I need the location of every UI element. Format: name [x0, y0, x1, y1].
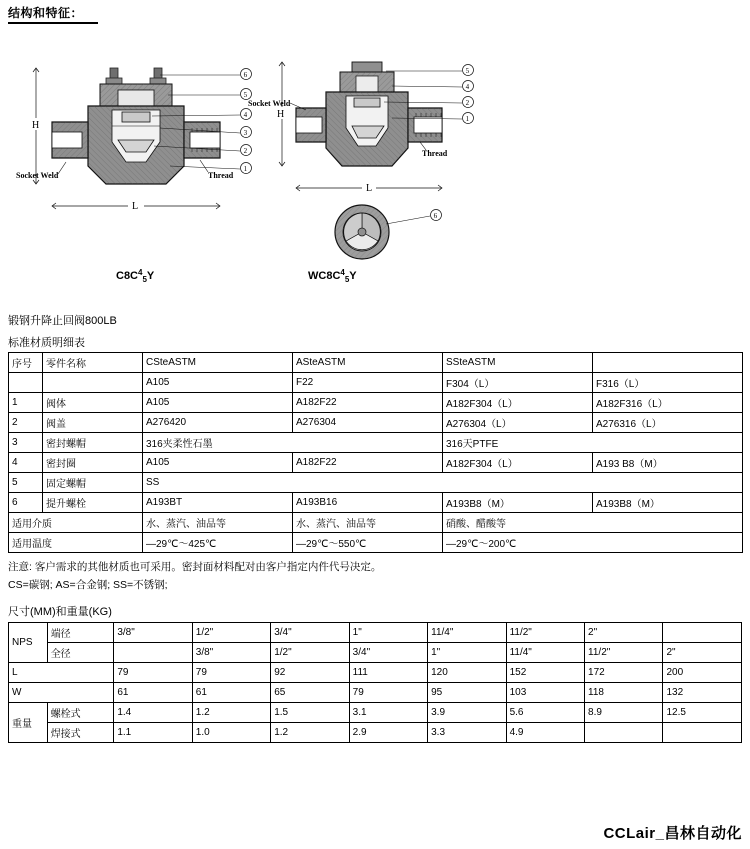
caption-left-sub: 5 — [142, 275, 147, 284]
cell: 1 — [9, 393, 43, 413]
cell-end-label: 端径 — [47, 622, 114, 642]
cell: 61 — [114, 682, 192, 702]
svg-text:5: 5 — [243, 90, 248, 99]
cell: 适用温度 — [9, 533, 143, 553]
cell: 95 — [428, 682, 506, 702]
cell: 111 — [349, 662, 427, 682]
table-row-weight-bolt — [9, 702, 742, 722]
valve-diagrams — [8, 26, 742, 276]
svg-text:1: 1 — [465, 114, 470, 123]
svg-text:Thread: Thread — [208, 171, 234, 180]
svg-text:Socket Weld: Socket Weld — [16, 171, 59, 180]
svg-text:1: 1 — [243, 164, 248, 173]
table-row-temperature — [9, 533, 743, 553]
caption-left-suffix: Y — [146, 270, 155, 282]
cell: 密封螺帽 — [43, 433, 143, 453]
cell: 1/2" — [192, 622, 270, 642]
cell: 5.6 — [506, 702, 584, 722]
table-row — [9, 493, 743, 513]
cell: 2 — [9, 413, 43, 433]
cell-weld-label: 焊接式 — [47, 722, 114, 742]
document-page — [0, 4, 750, 849]
svg-text:4: 4 — [465, 82, 470, 91]
svg-text:H: H — [277, 109, 285, 120]
cell: 提升螺栓 — [43, 493, 143, 513]
table-row — [9, 393, 743, 413]
cell: 1.2 — [271, 722, 349, 742]
cell: A182F316（L） — [593, 393, 743, 413]
cell-ss: SSteASTM — [443, 353, 593, 373]
cell: A105 — [143, 393, 293, 413]
table-row-nps-end — [9, 622, 742, 642]
svg-text:Socket Weld: Socket Weld — [248, 99, 291, 108]
cell-sub-1 — [43, 373, 143, 393]
cell-weight-label: 重量 — [9, 702, 48, 742]
figure-area — [8, 26, 742, 306]
cell: 1.4 — [114, 702, 192, 722]
caption-left-prefix: C8C — [116, 270, 139, 282]
cell: A193B8（M） — [443, 493, 593, 513]
cell: 5 — [9, 473, 43, 493]
caption-left-sup: 4 — [138, 268, 143, 277]
cell: 1/2" — [271, 642, 349, 662]
cell: 1" — [428, 642, 506, 662]
cell: 2" — [663, 642, 742, 662]
dimensions-title: 尺寸(MM)和重量(KG) — [8, 605, 112, 618]
notes-block — [8, 559, 742, 595]
table-row — [9, 433, 743, 453]
cell: 11/4" — [506, 642, 584, 662]
cell: 3/8" — [114, 622, 192, 642]
table-row-w — [9, 682, 742, 702]
cell-sub-5: F316（L） — [593, 373, 743, 393]
caption-right-prefix: WC8C — [308, 270, 341, 282]
cell: 8.9 — [585, 702, 663, 722]
cell — [585, 722, 663, 742]
cell: 6 — [9, 493, 43, 513]
cell-sub-4: F304（L） — [443, 373, 593, 393]
table-row-weight-weld — [9, 722, 742, 742]
cell-sub-0 — [9, 373, 43, 393]
figure-caption-right — [308, 268, 357, 284]
cell: 1.0 — [192, 722, 270, 742]
table-row-header — [9, 353, 743, 373]
cell: 79 — [192, 662, 270, 682]
table-row-nps-full — [9, 642, 742, 662]
cell-序号: 序号 — [9, 353, 43, 373]
cell: 61 — [192, 682, 270, 702]
cell: 132 — [663, 682, 742, 702]
cell: A193 B8（M） — [593, 453, 743, 473]
cell: 120 — [428, 662, 506, 682]
cell: 3/4" — [349, 642, 427, 662]
cell: 3 — [9, 433, 43, 453]
cell: —29℃～425℃ — [143, 533, 293, 553]
table-row-media — [9, 513, 743, 533]
cell: —29℃～550℃ — [293, 533, 443, 553]
cell: 316夹柔性石墨 — [143, 433, 443, 453]
cell-bolt-label: 螺栓式 — [47, 702, 114, 722]
cell: 3.1 — [349, 702, 427, 722]
cell: 适用介质 — [9, 513, 143, 533]
cell: 1.2 — [192, 702, 270, 722]
cell: 1" — [349, 622, 427, 642]
cell: 3.3 — [428, 722, 506, 742]
cell: 79 — [349, 682, 427, 702]
cell: 水、蒸汽、油品等 — [143, 513, 293, 533]
cell: A182F22 — [293, 453, 443, 473]
cell: A276304（L） — [443, 413, 593, 433]
caption-right-sub: 5 — [344, 275, 350, 284]
cell-cs: CSteASTM — [143, 353, 293, 373]
svg-text:2: 2 — [243, 146, 248, 155]
svg-text:5: 5 — [465, 66, 470, 75]
cell-full-label: 全径 — [47, 642, 114, 662]
cell: A276316（L） — [593, 413, 743, 433]
cell: 172 — [585, 662, 663, 682]
dimensions-table — [8, 622, 742, 743]
material-table-title: 标准材质明细表 — [8, 337, 85, 349]
cell: A105 — [143, 453, 293, 473]
page-title: 结构和特征： — [8, 6, 84, 20]
cell: 固定螺帽 — [43, 473, 143, 493]
cell: 阀盖 — [43, 413, 143, 433]
table-row — [9, 473, 743, 493]
cell: 2.9 — [349, 722, 427, 742]
cell: 硝酸、醋酸等 — [443, 513, 743, 533]
cell: 3/4" — [271, 622, 349, 642]
cell-as: ASteASTM — [293, 353, 443, 373]
figure-caption-left — [116, 268, 154, 284]
table-row-l — [9, 662, 742, 682]
cell-sub-2: A105 — [143, 373, 293, 393]
svg-text:Thread: Thread — [422, 149, 448, 158]
cell: 11/4" — [428, 622, 506, 642]
cell: 4 — [9, 453, 43, 473]
table-row — [9, 453, 743, 473]
cell: 4.9 — [506, 722, 584, 742]
svg-text:L: L — [366, 183, 373, 194]
svg-text:4: 4 — [243, 110, 248, 119]
cell — [663, 622, 742, 642]
cell: SS — [143, 473, 743, 493]
svg-text:H: H — [32, 120, 40, 131]
cell: A193B16 — [293, 493, 443, 513]
cell: A182F304（L） — [443, 393, 593, 413]
svg-text:6: 6 — [433, 211, 438, 220]
cell-l-label: L — [9, 662, 114, 682]
cell: 2" — [585, 622, 663, 642]
svg-text:6: 6 — [243, 70, 248, 79]
cell: 65 — [271, 682, 349, 702]
cell: A182F22 — [293, 393, 443, 413]
cell: 11/2" — [506, 622, 584, 642]
cell: 79 — [114, 662, 192, 682]
cell: 11/2" — [585, 642, 663, 662]
cell — [663, 722, 742, 742]
cell: 200 — [663, 662, 742, 682]
table-row-subheader — [9, 373, 743, 393]
svg-text:3: 3 — [243, 128, 248, 137]
cell: 316天PTFE — [443, 433, 743, 453]
cell-blank — [593, 353, 743, 373]
material-table — [8, 352, 743, 553]
svg-text:L: L — [132, 201, 139, 212]
cell — [114, 642, 192, 662]
cell-w-label: W — [9, 682, 114, 702]
title-underline — [8, 22, 98, 24]
svg-text:2: 2 — [465, 98, 470, 107]
cell: 1.5 — [271, 702, 349, 722]
product-line-text: 锻钢升降止回阀800LB — [8, 315, 117, 327]
cell: 12.5 — [663, 702, 742, 722]
cell: 3/8" — [192, 642, 270, 662]
caption-right-sup: 4 — [340, 268, 345, 277]
cell: A276420 — [143, 413, 293, 433]
cell: 1.1 — [114, 722, 192, 742]
cell: 92 — [271, 662, 349, 682]
cell: A182F304（L） — [443, 453, 593, 473]
cell: 103 — [506, 682, 584, 702]
caption-right-suffix: Y — [349, 270, 357, 282]
cell: A193BT — [143, 493, 293, 513]
cell-sub-3: F22 — [293, 373, 443, 393]
cell: 118 — [585, 682, 663, 702]
cell: 水、蒸汽、油品等 — [293, 513, 443, 533]
note-line-1: 注意: 客户需求的其他材质也可采用。密封面材料配对由客户指定内件代号决定。 — [8, 561, 382, 573]
cell: 152 — [506, 662, 584, 682]
cell: 密封圈 — [43, 453, 143, 473]
cell: 阀体 — [43, 393, 143, 413]
cell: A193B8（M） — [593, 493, 743, 513]
cell: 3.9 — [428, 702, 506, 722]
cell-零件名称: 零件名称 — [43, 353, 143, 373]
watermark: CCLair_昌林自动化 — [603, 825, 742, 842]
note-line-2: CS=碳钢; AS=合金钢; SS=不锈钢; — [8, 578, 168, 591]
table-row — [9, 413, 743, 433]
cell: —29℃～200℃ — [443, 533, 743, 553]
cell: A276304 — [293, 413, 443, 433]
cell-nps-label: NPS — [9, 622, 48, 662]
